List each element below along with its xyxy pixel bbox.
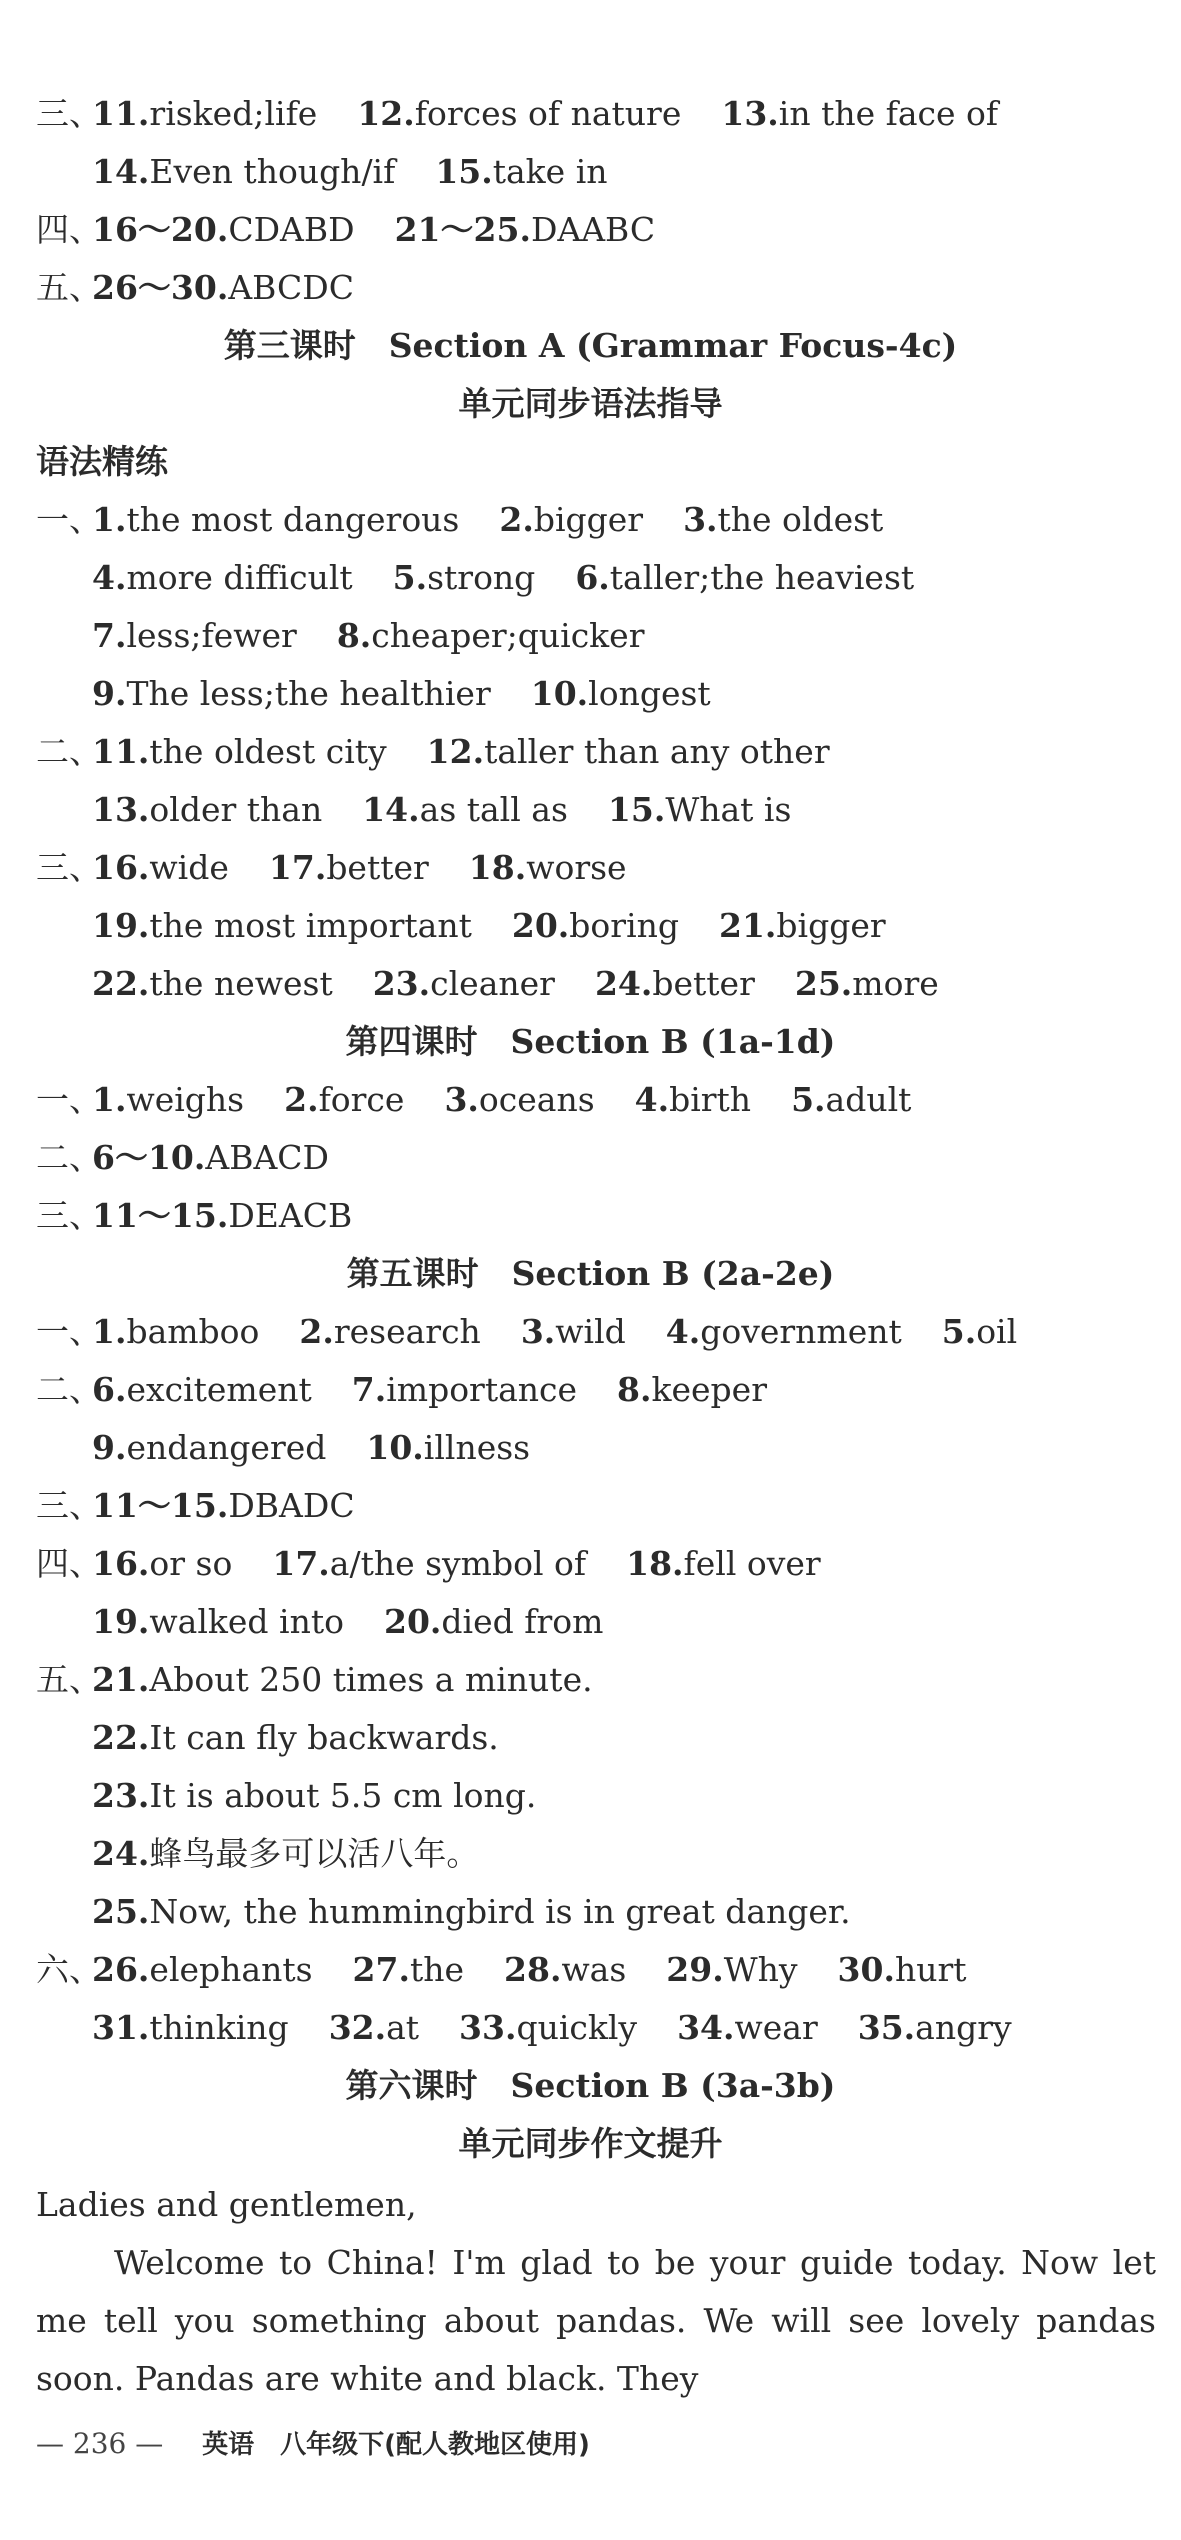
answer-item [595,962,755,1006]
answer-text: was [561,1950,627,1989]
section-marker: 三、 [36,1486,102,1525]
question-number: 23. [372,964,431,1003]
section-marker: 一、 [36,1312,102,1351]
question-number: 6. [575,558,610,597]
answer-items [92,730,870,774]
answer-item [92,1426,326,1470]
section-marker: 六、 [36,1950,102,1989]
answer-item [92,1832,479,1876]
question-number: 7. [351,1370,387,1409]
question-number: 21. [719,906,777,945]
answer-text: keeper [651,1370,767,1409]
answer-item [92,1078,244,1122]
section-subtitle: 单元同步作文提升 [458,2124,723,2163]
answer-item [499,498,643,542]
answer-items [92,614,684,658]
answer-text: walked into [149,1602,344,1641]
answer-text: adult [825,1080,912,1119]
question-number: 33. [459,2008,517,2047]
answer-text: angry [915,2008,1012,2047]
answer-text: hurt [894,1950,967,1989]
question-number: 4. [634,1080,670,1119]
answer-item [531,672,711,716]
question-number: 16～20. [92,210,229,249]
question-number: 1. [92,500,127,539]
answer-text: illness [423,1428,531,1467]
question-number: 2. [299,1312,334,1351]
answer-items [92,904,926,948]
question-number: 14. [362,790,420,829]
answer-items [92,208,695,252]
answer-item [92,2006,289,2050]
answer-item [677,2006,818,2050]
answer-text: elephants [149,1950,313,1989]
answer-text: 蜂鸟最多可以活八年。 [149,1834,480,1873]
answer-item [92,556,353,600]
question-number: 11. [92,732,150,771]
answer-item [329,2006,419,2050]
question-number: 6～10. [92,1138,206,1177]
question-number: 19. [92,1602,150,1641]
answer-text: It can fly backwards. [149,1718,499,1757]
answer-text: taller than any other [484,732,830,771]
question-number: 22. [92,1718,150,1757]
answer-text: government [700,1312,902,1351]
answer-text: the oldest city [149,732,387,771]
answer-item [92,92,317,136]
question-number: 5. [392,558,428,597]
answer-text: oil [976,1312,1018,1351]
essay-body: Welcome to China! I'm glad to be your guide today. Now let me tell you something about pandas. We will see lovely pandas soon. Pandas are white and black. They [36,2243,1156,2398]
answer-text: importance [386,1370,578,1409]
question-number: 17. [272,1544,330,1583]
answer-item [269,846,429,890]
answer-item [284,1078,404,1122]
answer-items [92,2006,1052,2050]
answer-items [92,1774,576,1818]
answer-item [608,788,792,832]
answer-text: the [409,1950,465,1989]
question-number: 5. [791,1080,826,1119]
section-marker: 一、 [36,500,102,539]
answer-text: risked;life [149,94,318,133]
page-number: — 236 — [36,2427,164,2460]
question-number: 11. [92,94,150,133]
answer-text: as tall as [419,790,568,829]
answer-text: more [852,964,939,1003]
answer-items [92,1426,570,1470]
question-number: 3. [520,1312,556,1351]
question-number: 16. [92,1544,150,1583]
answer-items [92,1194,392,1238]
question-number: 9. [92,674,127,713]
answer-text: Why [723,1950,798,1989]
question-number: 8. [336,616,372,655]
question-number: 13. [721,94,779,133]
answer-items [92,1368,807,1412]
question-number: 32. [328,2008,387,2047]
lesson-title: 第五课时 Section B (2a-2e) [346,1254,835,1293]
question-number: 11～15. [92,1196,229,1235]
answer-text: wear [734,2008,818,2047]
question-number: 18. [626,1544,684,1583]
answer-item [92,266,354,310]
answer-text: the oldest [717,500,884,539]
answer-items [92,498,923,542]
answer-item [459,2006,637,2050]
answer-text: bigger [776,906,886,945]
answer-text: worse [526,848,627,887]
answer-items [92,92,1038,136]
answer-item [92,150,395,194]
question-number: 1. [92,1312,127,1351]
question-number: 19. [92,906,150,945]
answer-items [92,1948,1007,1992]
answer-item [395,208,656,252]
answer-text: better [326,848,429,887]
answer-item [92,788,322,832]
question-number: 31. [92,2008,150,2047]
question-number: 12. [426,732,485,771]
answer-text: older than [149,790,323,829]
answer-item [721,92,998,136]
section-marker: 三、 [36,848,102,887]
answer-text: thinking [149,2008,289,2047]
section-marker: 一、 [36,1080,102,1119]
category-heading: 语法精练 [36,442,168,481]
answer-items [92,556,954,600]
question-number: 29. [666,1950,724,1989]
answer-text: endangered [126,1428,327,1467]
section-marker: 四、 [36,1544,102,1583]
question-number: 14. [92,152,150,191]
answer-text: fell over [683,1544,821,1583]
answer-item [357,92,681,136]
answer-text: at [386,2008,420,2047]
question-number: 26. [92,1950,150,1989]
answer-text: in the face of [778,94,999,133]
answer-text: forces of nature [414,94,682,133]
answer-item [683,498,883,542]
question-number: 11～15. [92,1486,229,1525]
answer-text: Now, the hummingbird is in great danger. [149,1892,851,1931]
answer-text: the newest [149,964,333,1003]
answer-text: longest [588,674,711,713]
question-number: 8. [617,1370,652,1409]
answer-text: DAABC [530,210,656,249]
answer-text: weighs [126,1080,245,1119]
answer-text: more difficult [126,558,353,597]
question-number: 25. [794,964,853,1003]
answer-text: boring [569,906,679,945]
section-marker: 五、 [36,1660,102,1699]
question-number: 20. [383,1602,442,1641]
question-number: 16. [92,848,150,887]
answer-item [444,1078,594,1122]
answer-item [435,150,607,194]
answer-text: ABCDC [228,268,354,307]
question-number: 2. [284,1080,319,1119]
answer-item [795,962,939,1006]
answer-text: bamboo [126,1312,260,1351]
answer-item [838,1948,967,1992]
answer-item [92,498,459,542]
answer-item [92,1774,536,1818]
question-number: 17. [268,848,327,887]
answer-text: DBADC [228,1486,355,1525]
answer-text: CDABD [228,210,355,249]
answer-text: research [333,1312,481,1351]
question-number: 1. [92,1080,127,1119]
answer-item [92,1948,313,1992]
answer-items [92,266,394,310]
question-number: 4. [665,1312,701,1351]
answer-items [92,1484,395,1528]
answer-item [521,1310,626,1354]
answer-text: cleaner [430,964,555,1003]
answer-text: What is [665,790,792,829]
question-number: 26～30. [92,268,229,307]
answer-item [512,904,679,948]
answer-item [92,1716,499,1760]
page-footer [36,2424,590,2465]
section-subtitle: 单元同步语法指导 [458,384,723,423]
answer-text: cheaper;quicker [371,616,645,655]
answer-text: better [652,964,755,1003]
answer-items [92,1890,891,1934]
question-number: 34. [677,2008,735,2047]
section-marker: 五、 [36,268,102,307]
question-number: 4. [92,558,127,597]
essay [36,2176,1156,2408]
section-marker: 四、 [36,210,102,249]
answer-item [626,1542,821,1586]
answer-item [666,1310,902,1354]
answer-item [337,614,645,658]
answer-text: less;fewer [126,616,297,655]
answer-text: force [318,1080,405,1119]
answer-text: DEACB [228,1196,353,1235]
answer-text: wide [149,848,229,887]
answer-item [272,1542,586,1586]
answer-item [92,1368,312,1412]
answer-item [617,1368,767,1412]
answer-item [92,1194,352,1238]
answer-text: a/the symbol of [329,1544,587,1583]
answer-item [352,1368,577,1412]
answer-text: birth [669,1080,752,1119]
section-marker: 二、 [36,1370,102,1409]
answer-item [393,556,536,600]
answer-item [92,614,297,658]
answer-item [92,846,229,890]
question-number: 23. [92,1776,150,1815]
answer-item [719,904,886,948]
answer-item [858,2006,1012,2050]
answer-item [92,1136,329,1180]
answer-items [92,672,751,716]
essay-greeting: Ladies and gentlemen, [36,2185,417,2224]
lesson-title: 第四课时 Section B (1a-1d) [345,1022,836,1061]
answer-item [942,1310,1017,1354]
answer-items [92,150,648,194]
answer-item [635,1078,751,1122]
answer-item [469,846,627,890]
answer-item [92,904,472,948]
answer-item [791,1078,911,1122]
answer-items [92,788,831,832]
answer-item [427,730,830,774]
answer-text: taller;the heaviest [609,558,915,597]
question-number: 9. [92,1428,127,1467]
answer-item [504,1948,626,1992]
answer-item [92,672,491,716]
question-number: 3. [444,1080,479,1119]
section-marker: 二、 [36,732,102,771]
question-number: 15. [607,790,666,829]
answer-item [384,1600,603,1644]
answer-items [92,846,667,890]
answer-text: the most dangerous [126,500,460,539]
lesson-title: 第三课时 Section A (Grammar Focus-4c) [223,326,958,365]
answer-items [92,1310,1057,1354]
answer-text: About 250 times a minute. [149,1660,593,1699]
question-number: 27. [352,1950,410,1989]
answer-text: or so [149,1544,233,1583]
question-number: 21～25. [394,210,531,249]
answer-text: excitement [126,1370,312,1409]
answer-item [92,1484,355,1528]
answer-items [92,1136,369,1180]
answer-item [575,556,914,600]
answer-item [92,1890,851,1934]
question-number: 20. [511,906,570,945]
answer-item [92,1658,593,1702]
question-number: 10. [366,1428,424,1467]
answer-text: died from [441,1602,604,1641]
answer-item [362,788,568,832]
section-marker: 三、 [36,1196,102,1235]
answer-item [373,962,555,1006]
answer-item [366,1426,530,1470]
answer-text: The less;the healthier [126,674,491,713]
question-number: 12. [357,94,415,133]
question-number: 13. [92,790,150,829]
answer-item [92,962,333,1006]
question-number: 25. [92,1892,150,1931]
question-number: 22. [92,964,150,1003]
answer-item [666,1948,797,1992]
section-marker: 二、 [36,1138,102,1177]
question-number: 24. [92,1834,150,1873]
answer-items [92,1542,861,1586]
answer-items [92,1078,951,1122]
answer-text: wild [555,1312,626,1351]
answer-text: take in [492,152,608,191]
section-marker: 三、 [36,94,102,133]
answer-text: oceans [478,1080,595,1119]
question-number: 15. [435,152,493,191]
answer-text: the most important [149,906,472,945]
book-info: 英语 八年级下(配人教地区使用) [202,2430,590,2460]
answer-text: bigger [533,500,644,539]
answer-items [92,962,979,1006]
question-number: 7. [92,616,127,655]
answer-items [92,1832,519,1876]
answer-item [92,1310,259,1354]
answer-text: quickly [516,2008,638,2047]
answer-item [299,1310,480,1354]
question-number: 3. [683,500,718,539]
question-number: 21. [92,1660,150,1699]
answer-text: ABACD [205,1138,329,1177]
question-number: 24. [594,964,653,1003]
answer-item [92,208,355,252]
answer-text: strong [427,558,536,597]
question-number: 10. [530,674,589,713]
answer-text: It is about 5.5 cm long. [149,1776,537,1815]
answer-item [353,1948,464,1992]
answer-item [92,1542,232,1586]
answer-items [92,1600,643,1644]
answer-text: Even though/if [149,152,396,191]
question-number: 2. [499,500,534,539]
answer-item [92,730,387,774]
answer-items [92,1658,633,1702]
answer-items [92,1716,539,1760]
question-number: 5. [941,1312,977,1351]
question-number: 18. [468,848,527,887]
question-number: 30. [837,1950,895,1989]
question-number: 28. [504,1950,562,1989]
question-number: 35. [857,2008,916,2047]
answer-item [92,1600,344,1644]
question-number: 6. [92,1370,127,1409]
lesson-title: 第六课时 Section B (3a-3b) [345,2066,836,2105]
